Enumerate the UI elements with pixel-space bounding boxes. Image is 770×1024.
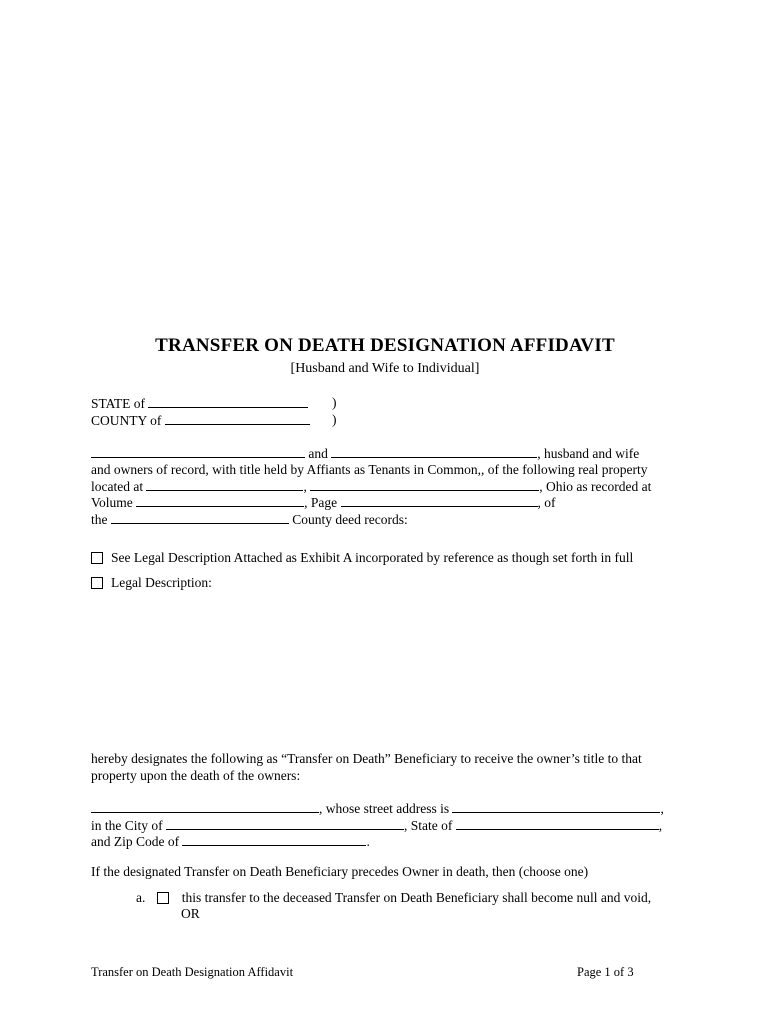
zip-label: and Zip Code of bbox=[91, 834, 180, 849]
legal-description-text: Legal Description: bbox=[111, 575, 212, 590]
exhibit-a-text: See Legal Description Attached as Exhibit A incorporated by reference as though set forth in full bbox=[111, 550, 634, 565]
county-deed-text: County deed records: bbox=[292, 512, 408, 527]
option-a-text: this transfer to the deceased Transfer on Death Beneficiary shall become null and void, bbox=[181, 890, 652, 905]
state-line bbox=[91, 395, 308, 413]
county-paren: ) bbox=[332, 412, 337, 427]
legal-description-checkbox[interactable] bbox=[91, 577, 103, 589]
exhibit-a-checkbox[interactable] bbox=[91, 552, 103, 564]
page-number: Page 1 of 3 bbox=[577, 965, 634, 979]
county-deed-field[interactable] bbox=[111, 511, 289, 524]
precedes-line: If the designated Transfer on Death Beneficiary precedes Owner in death, then (choose one) bbox=[91, 864, 589, 879]
owners-line-5 bbox=[91, 511, 408, 529]
comma-text-2: , bbox=[660, 801, 664, 816]
and-text: and bbox=[308, 446, 328, 461]
volume-field[interactable] bbox=[136, 494, 304, 507]
document-subtitle: [Husband and Wife to Individual] bbox=[290, 361, 480, 376]
owners-line-1 bbox=[91, 445, 639, 463]
designation-line-1: hereby designates the following as “Transfer on Death” Beneficiary to receive the owner’s title to that bbox=[91, 751, 642, 766]
state-of-label: , State of bbox=[404, 818, 453, 833]
state-field[interactable] bbox=[148, 395, 308, 408]
property-city-field[interactable] bbox=[310, 478, 539, 491]
whose-address-text: , whose street address is bbox=[319, 801, 450, 816]
legal-description-option bbox=[91, 575, 212, 592]
designation-line-2: property upon the death of the owners: bbox=[91, 768, 301, 783]
beneficiary-name-field[interactable] bbox=[91, 800, 319, 813]
exhibit-a-option bbox=[91, 550, 633, 567]
of-text: , of bbox=[537, 495, 556, 510]
beneficiary-line-2 bbox=[91, 817, 662, 835]
comma-text-3: , bbox=[658, 818, 663, 833]
state-label: STATE of bbox=[91, 396, 146, 411]
county-line bbox=[91, 412, 310, 430]
beneficiary-state-field[interactable] bbox=[456, 817, 659, 830]
beneficiary-line-1 bbox=[91, 800, 664, 818]
county-field[interactable] bbox=[165, 412, 310, 425]
volume-label: Volume bbox=[91, 495, 133, 510]
option-a-checkbox[interactable] bbox=[157, 892, 169, 904]
husband-wife-text: , husband and wife bbox=[537, 446, 640, 461]
the-label: the bbox=[91, 512, 108, 527]
ohio-recorded-text: , Ohio as recorded at bbox=[539, 479, 652, 494]
property-address-field[interactable] bbox=[146, 478, 303, 491]
period-text: . bbox=[366, 834, 370, 849]
page-field[interactable] bbox=[341, 494, 538, 507]
owner1-name-field[interactable] bbox=[91, 445, 305, 458]
beneficiary-city-field[interactable] bbox=[166, 817, 404, 830]
option-a bbox=[136, 890, 651, 907]
state-paren: ) bbox=[332, 395, 337, 410]
owners-line-4 bbox=[91, 494, 556, 512]
document-title: TRANSFER ON DEATH DESIGNATION AFFIDAVIT bbox=[155, 335, 615, 356]
owners-line-2: and owners of record, with title held by Affiants as Tenants in Common,, of the following real property bbox=[91, 462, 648, 477]
beneficiary-address-field[interactable] bbox=[452, 800, 660, 813]
owner2-name-field[interactable] bbox=[331, 445, 537, 458]
beneficiary-line-3 bbox=[91, 833, 370, 851]
option-a-or: OR bbox=[181, 906, 200, 921]
page-label: , Page bbox=[304, 495, 338, 510]
county-label: COUNTY of bbox=[91, 413, 162, 428]
footer-title: Transfer on Death Designation Affidavit bbox=[91, 965, 294, 979]
city-label: in the City of bbox=[91, 818, 163, 833]
option-a-label: a. bbox=[136, 890, 146, 905]
owners-line-3 bbox=[91, 478, 651, 496]
comma-text: , bbox=[303, 479, 307, 494]
located-at-label: located at bbox=[91, 479, 144, 494]
beneficiary-zip-field[interactable] bbox=[182, 833, 366, 846]
